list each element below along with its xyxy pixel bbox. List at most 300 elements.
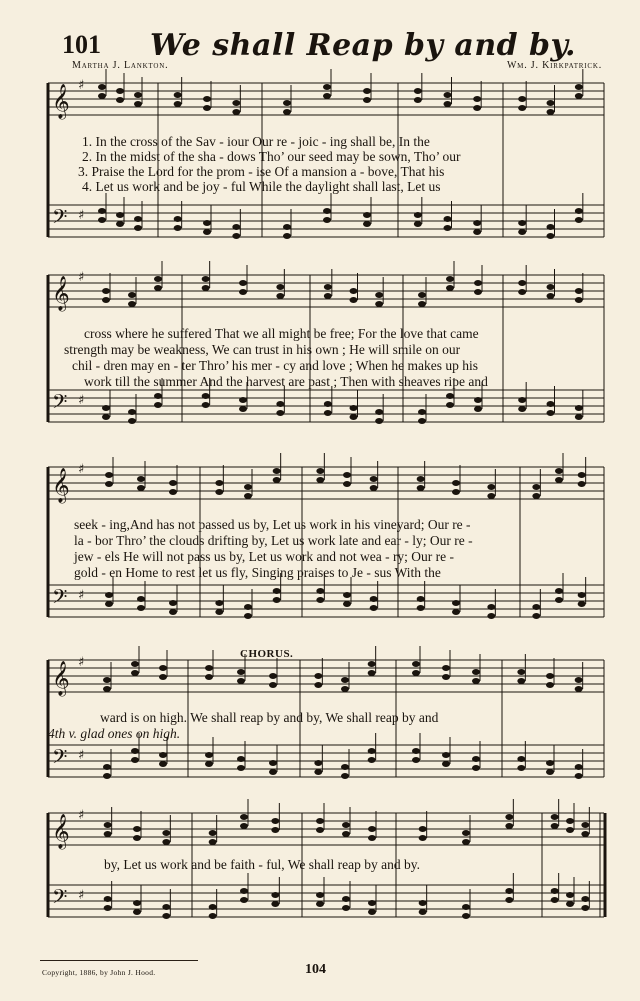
note-head xyxy=(547,109,555,115)
lyric-line: cross where he suffered That we all might be free; For the love that came xyxy=(84,326,479,341)
lyric-line: strength may be weakness, We can trust in his own ; He will smile on our xyxy=(64,342,461,357)
note-head xyxy=(283,100,291,106)
note-head xyxy=(419,835,427,841)
note-head xyxy=(137,596,145,602)
note-head xyxy=(419,826,427,832)
note-head xyxy=(341,764,349,770)
note-head xyxy=(452,609,460,615)
note-head xyxy=(546,682,554,688)
note-head xyxy=(128,409,136,415)
note-head xyxy=(517,765,525,771)
note-head xyxy=(169,480,177,486)
note-head xyxy=(547,410,555,416)
note-head xyxy=(116,221,124,227)
note-head xyxy=(203,229,211,235)
note-head xyxy=(137,476,145,482)
note-head xyxy=(578,472,586,478)
note-head xyxy=(98,217,106,223)
note-head xyxy=(205,752,213,758)
note-head xyxy=(532,484,540,490)
copyright-notice: Copyright, 1886, by John J. Hood. xyxy=(42,968,156,977)
note-head xyxy=(446,393,454,399)
note-head xyxy=(575,677,583,683)
note-head xyxy=(370,596,378,602)
note-head xyxy=(547,100,555,106)
note-head xyxy=(314,673,322,679)
note-head xyxy=(414,97,422,103)
note-head xyxy=(350,288,358,294)
note-head xyxy=(368,835,376,841)
note-head xyxy=(239,280,247,286)
note-head xyxy=(412,661,420,667)
note-head xyxy=(323,217,331,223)
note-head xyxy=(446,285,454,291)
note-head xyxy=(128,292,136,298)
note-head xyxy=(342,905,350,911)
note-head xyxy=(462,913,470,919)
note-head xyxy=(103,764,111,770)
note-head xyxy=(419,909,427,915)
note-head xyxy=(551,814,559,820)
note-head xyxy=(159,752,167,758)
note-head xyxy=(232,224,240,230)
note-head xyxy=(239,289,247,295)
note-head xyxy=(205,674,213,680)
bass-clef-icon: 𝄢 xyxy=(52,585,68,613)
note-head xyxy=(446,402,454,408)
treble-clef-icon: 𝄞 xyxy=(52,276,70,311)
key-signature-sharp-icon: ♯ xyxy=(78,78,85,93)
note-head xyxy=(370,476,378,482)
note-head xyxy=(104,896,112,902)
note-head xyxy=(418,292,426,298)
note-head xyxy=(505,814,513,820)
note-head xyxy=(131,670,139,676)
note-head xyxy=(105,601,113,607)
note-head xyxy=(414,88,422,94)
key-signature-sharp-icon: ♯ xyxy=(78,655,85,670)
note-head xyxy=(575,93,583,99)
note-head xyxy=(518,229,526,235)
note-head xyxy=(418,409,426,415)
note-head xyxy=(575,686,583,692)
note-head xyxy=(343,601,351,607)
treble-clef-icon: 𝄞 xyxy=(52,661,70,696)
note-head xyxy=(368,826,376,832)
note-head xyxy=(314,760,322,766)
key-signature-sharp-icon: ♯ xyxy=(78,270,85,285)
note-head xyxy=(137,485,145,491)
note-head xyxy=(240,888,248,894)
note-head xyxy=(237,669,245,675)
bass-clef-icon: 𝄢 xyxy=(52,205,68,233)
note-head xyxy=(324,401,332,407)
note-head xyxy=(575,297,583,303)
note-head xyxy=(546,769,554,775)
note-head xyxy=(102,414,110,420)
note-head xyxy=(271,827,279,833)
note-head xyxy=(273,468,281,474)
note-head xyxy=(368,748,376,754)
note-head xyxy=(518,220,526,226)
note-head xyxy=(452,480,460,486)
note-head xyxy=(105,592,113,598)
note-head xyxy=(202,402,210,408)
note-head xyxy=(273,597,281,603)
note-head xyxy=(237,765,245,771)
note-head xyxy=(566,892,574,898)
bass-clef-icon: 𝄢 xyxy=(52,885,68,913)
note-head xyxy=(104,905,112,911)
note-head xyxy=(283,109,291,115)
note-head xyxy=(518,105,526,111)
note-head xyxy=(555,468,563,474)
note-head xyxy=(370,605,378,611)
note-head xyxy=(174,92,182,98)
note-head xyxy=(239,397,247,403)
note-head xyxy=(169,600,177,606)
note-head xyxy=(215,600,223,606)
note-head xyxy=(518,280,526,286)
note-head xyxy=(271,818,279,824)
note-head xyxy=(103,686,111,692)
note-head xyxy=(98,208,106,214)
note-head xyxy=(134,101,142,107)
chorus-label: CHORUS. xyxy=(240,648,294,660)
note-head xyxy=(412,757,420,763)
note-head xyxy=(473,220,481,226)
note-head xyxy=(462,904,470,910)
note-head xyxy=(273,477,281,483)
note-head xyxy=(417,605,425,611)
note-head xyxy=(452,489,460,495)
note-head xyxy=(271,892,279,898)
note-head xyxy=(350,297,358,303)
note-head xyxy=(342,822,350,828)
note-head xyxy=(518,96,526,102)
note-head xyxy=(412,670,420,676)
note-head xyxy=(505,897,513,903)
note-head xyxy=(343,481,351,487)
note-head xyxy=(581,831,589,837)
note-head xyxy=(215,489,223,495)
note-head xyxy=(581,896,589,902)
hymn-number: 101 xyxy=(62,30,101,59)
note-head xyxy=(581,905,589,911)
note-head xyxy=(102,297,110,303)
page-number: 104 xyxy=(305,962,326,977)
note-head xyxy=(473,96,481,102)
note-head xyxy=(276,284,284,290)
lyric-line: by, Let us work and be faith - ful, We shall reap by and by. xyxy=(104,857,420,872)
note-head xyxy=(517,756,525,762)
note-head xyxy=(209,913,217,919)
lyric-line: 3. Praise the Lord for the prom - ise Of a mansion a - bove, That his xyxy=(78,164,445,179)
note-head xyxy=(105,472,113,478)
note-head xyxy=(316,827,324,833)
note-head xyxy=(232,233,240,239)
note-head xyxy=(162,830,170,836)
lyric-line: work till the summer And the harvest are past ; Then with sheaves ripe and xyxy=(84,374,488,389)
note-head xyxy=(98,93,106,99)
note-head xyxy=(575,208,583,214)
note-head xyxy=(487,604,495,610)
lyric-line: jew - els He will not pass us by, Let us work and not wea - ry; Our re - xyxy=(74,549,455,564)
note-head xyxy=(154,285,162,291)
lyric-line: 4. Let us work and be joy - ful While the daylight shall last, Let us xyxy=(82,179,441,194)
note-head xyxy=(323,84,331,90)
note-head xyxy=(566,901,574,907)
note-head xyxy=(104,831,112,837)
note-head xyxy=(551,897,559,903)
note-head xyxy=(276,401,284,407)
note-head xyxy=(244,613,252,619)
note-head xyxy=(575,773,583,779)
note-head xyxy=(174,225,182,231)
note-head xyxy=(324,284,332,290)
note-head xyxy=(414,212,422,218)
note-head xyxy=(209,904,217,910)
key-signature-sharp-icon: ♯ xyxy=(78,462,85,477)
note-head xyxy=(316,597,324,603)
note-head xyxy=(116,97,124,103)
note-head xyxy=(363,212,371,218)
note-head xyxy=(323,93,331,99)
note-head xyxy=(547,401,555,407)
note-head xyxy=(566,827,574,833)
note-head xyxy=(487,484,495,490)
note-head xyxy=(555,477,563,483)
note-head xyxy=(203,96,211,102)
note-head xyxy=(487,493,495,499)
note-head xyxy=(444,92,452,98)
note-head xyxy=(442,752,450,758)
note-head xyxy=(472,678,480,684)
key-signature-sharp-icon: ♯ xyxy=(78,888,85,903)
note-head xyxy=(375,301,383,307)
note-head xyxy=(578,592,586,598)
note-head xyxy=(575,84,583,90)
note-head xyxy=(98,84,106,90)
note-head xyxy=(547,224,555,230)
note-head xyxy=(244,484,252,490)
note-head xyxy=(269,682,277,688)
lyric-line: ward is on high. We shall reap by and by, We shall reap by and xyxy=(100,710,439,725)
note-head xyxy=(341,677,349,683)
note-head xyxy=(324,410,332,416)
note-head xyxy=(375,409,383,415)
note-head xyxy=(350,405,358,411)
note-head xyxy=(368,900,376,906)
note-head xyxy=(473,229,481,235)
note-head xyxy=(162,913,170,919)
note-head xyxy=(418,418,426,424)
note-head xyxy=(417,476,425,482)
note-head xyxy=(273,588,281,594)
composer-credit: Wm. J. Kirkpatrick. xyxy=(506,60,602,71)
note-head xyxy=(442,761,450,767)
note-head xyxy=(417,596,425,602)
note-head xyxy=(474,280,482,286)
note-head xyxy=(203,105,211,111)
note-head xyxy=(131,757,139,763)
note-head xyxy=(162,839,170,845)
note-head xyxy=(442,674,450,680)
note-head xyxy=(269,760,277,766)
note-head xyxy=(472,756,480,762)
note-head xyxy=(104,822,112,828)
copyright-divider xyxy=(40,960,198,961)
note-head xyxy=(551,823,559,829)
note-head xyxy=(370,485,378,491)
note-head xyxy=(128,418,136,424)
note-head xyxy=(174,101,182,107)
note-head xyxy=(474,406,482,412)
note-head xyxy=(518,406,526,412)
note-head xyxy=(474,289,482,295)
note-head xyxy=(154,402,162,408)
note-head xyxy=(232,100,240,106)
note-head xyxy=(240,897,248,903)
note-head xyxy=(462,830,470,836)
note-head xyxy=(578,601,586,607)
treble-clef-icon: 𝄞 xyxy=(52,84,70,119)
note-head xyxy=(237,756,245,762)
note-head xyxy=(116,88,124,94)
note-head xyxy=(174,216,182,222)
note-head xyxy=(203,220,211,226)
note-head xyxy=(232,109,240,115)
note-head xyxy=(474,397,482,403)
key-signature-sharp-icon: ♯ xyxy=(78,393,85,408)
note-head xyxy=(350,414,358,420)
note-head xyxy=(240,814,248,820)
note-head xyxy=(316,892,324,898)
note-head xyxy=(131,748,139,754)
note-head xyxy=(417,485,425,491)
note-head xyxy=(575,764,583,770)
note-head xyxy=(532,613,540,619)
note-head xyxy=(532,604,540,610)
note-head xyxy=(518,289,526,295)
note-head xyxy=(159,665,167,671)
note-head xyxy=(446,276,454,282)
note-head xyxy=(342,831,350,837)
note-head xyxy=(418,301,426,307)
note-head xyxy=(237,678,245,684)
lyric-line: seek - ing,And has not passed us by, Let us work in his vineyard; Our re - xyxy=(74,517,471,532)
note-head xyxy=(555,588,563,594)
lyric-line: gold - en Home to rest let us fly, Singing praises to Je - sus With the xyxy=(74,565,441,580)
note-head xyxy=(202,285,210,291)
lyric-line: 1. In the cross of the Sav - iour Our re - joic - ing shall be, In the xyxy=(82,134,430,149)
note-head xyxy=(134,216,142,222)
note-head xyxy=(575,414,583,420)
note-head xyxy=(316,901,324,907)
note-head xyxy=(368,661,376,667)
note-head xyxy=(412,748,420,754)
note-head xyxy=(105,481,113,487)
note-head xyxy=(205,761,213,767)
note-head xyxy=(159,674,167,680)
note-head xyxy=(444,101,452,107)
note-head xyxy=(342,896,350,902)
note-head xyxy=(154,276,162,282)
note-head xyxy=(546,760,554,766)
note-head xyxy=(283,224,291,230)
note-head xyxy=(547,293,555,299)
note-head xyxy=(276,410,284,416)
note-head xyxy=(269,769,277,775)
note-head xyxy=(442,665,450,671)
note-head xyxy=(134,92,142,98)
note-head xyxy=(575,288,583,294)
note-head xyxy=(215,609,223,615)
note-head xyxy=(368,757,376,763)
note-head xyxy=(341,686,349,692)
lyricist-credit: Martha J. Lankton. xyxy=(72,60,169,71)
note-head xyxy=(209,830,217,836)
note-head xyxy=(240,823,248,829)
note-head xyxy=(551,888,559,894)
note-head xyxy=(473,105,481,111)
note-head xyxy=(575,217,583,223)
note-head xyxy=(546,673,554,679)
note-head xyxy=(244,493,252,499)
note-head xyxy=(375,292,383,298)
treble-clef-icon: 𝄞 xyxy=(52,468,70,503)
lyric-line: chil - dren may en - ter Thro’ his mer - cy and love ; When he makes up his xyxy=(72,358,479,373)
note-head xyxy=(324,293,332,299)
key-signature-sharp-icon: ♯ xyxy=(78,748,85,763)
note-head xyxy=(103,677,111,683)
note-head xyxy=(137,605,145,611)
note-head xyxy=(518,397,526,403)
note-head xyxy=(134,225,142,231)
note-head xyxy=(154,393,162,399)
note-head xyxy=(169,609,177,615)
note-head xyxy=(343,592,351,598)
note-head xyxy=(343,472,351,478)
note-head xyxy=(239,406,247,412)
treble-clef-icon: 𝄞 xyxy=(52,814,70,849)
note-head xyxy=(472,669,480,675)
note-head xyxy=(316,468,324,474)
fourth-verse-lyric: 4th v. glad ones on high. xyxy=(48,726,181,741)
note-head xyxy=(269,673,277,679)
note-head xyxy=(244,604,252,610)
note-head xyxy=(133,826,141,832)
note-head xyxy=(283,233,291,239)
note-head xyxy=(462,839,470,845)
note-head xyxy=(323,208,331,214)
note-head xyxy=(452,600,460,606)
note-head xyxy=(215,480,223,486)
note-head xyxy=(314,769,322,775)
note-head xyxy=(169,489,177,495)
note-head xyxy=(566,818,574,824)
note-head xyxy=(487,613,495,619)
note-head xyxy=(363,88,371,94)
note-head xyxy=(375,418,383,424)
note-head xyxy=(505,888,513,894)
note-head xyxy=(131,661,139,667)
note-head xyxy=(363,221,371,227)
note-head xyxy=(368,670,376,676)
lyric-line: la - bor Thro’ the clouds drifting by, Let us work late and ear - ly; Our re - xyxy=(74,533,473,548)
note-head xyxy=(316,477,324,483)
note-head xyxy=(133,835,141,841)
